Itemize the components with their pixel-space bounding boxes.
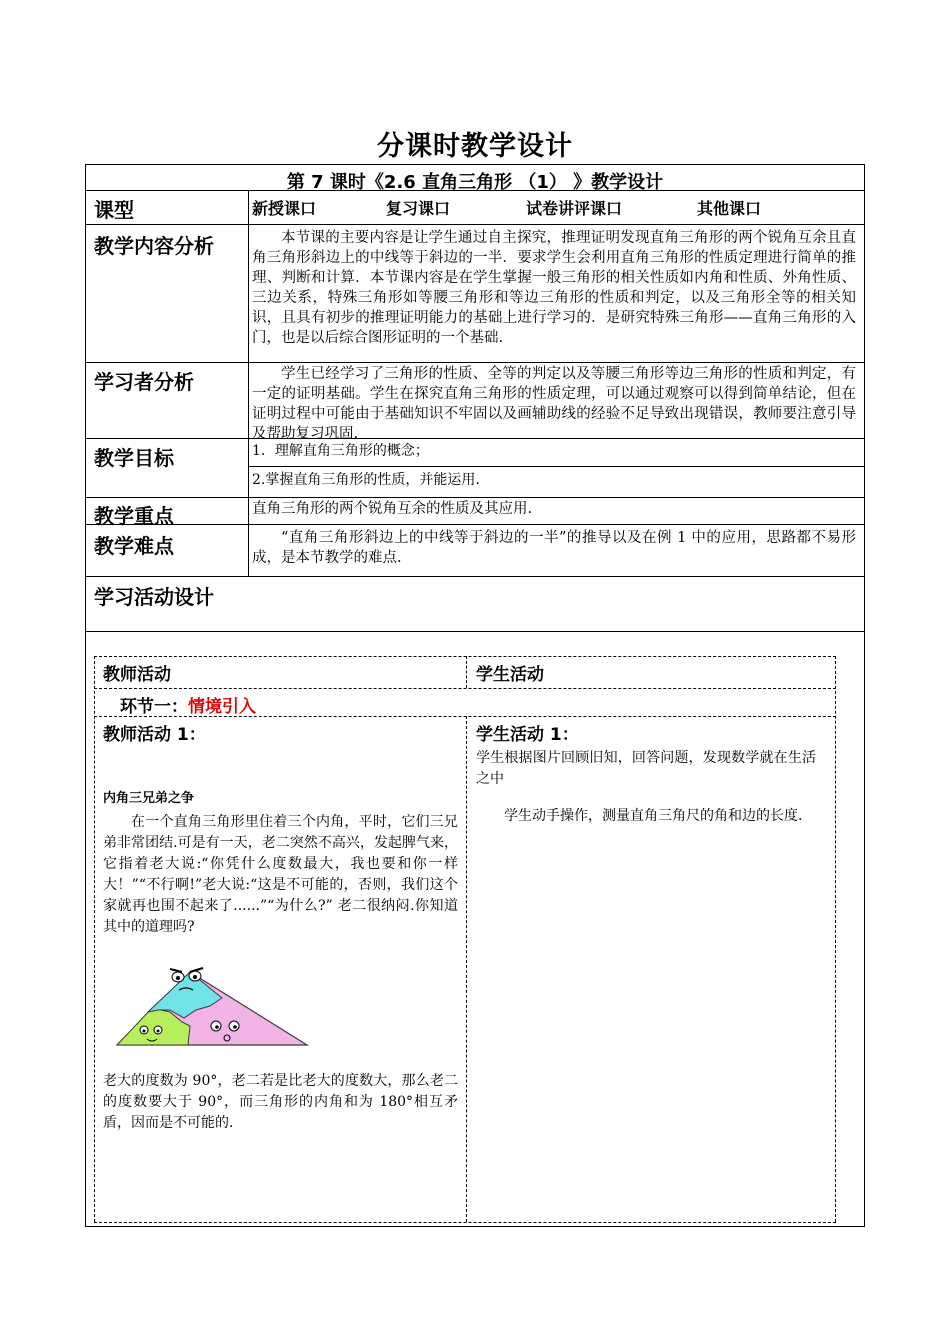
course-type-option-new: 新授课口 bbox=[252, 199, 317, 218]
section-heading bbox=[120, 692, 256, 717]
activity-table-line bbox=[94, 688, 836, 689]
student-text-2: 学生动手操作，测量直角三角尺的角和边的长度. bbox=[504, 808, 803, 824]
course-type-option-other: 其他课口 bbox=[697, 199, 762, 218]
pupil-icon bbox=[233, 1025, 237, 1029]
teacher-activity-1-title: 教师活动 1： bbox=[103, 725, 206, 745]
activity-table-border-left bbox=[94, 656, 95, 1222]
table-column-divider bbox=[248, 190, 249, 576]
student-activity-header: 学生活动 bbox=[476, 665, 544, 685]
table-line bbox=[85, 631, 865, 632]
course-type-label: 课型 bbox=[94, 198, 134, 222]
course-type-option-review: 复习课口 bbox=[386, 199, 451, 218]
section-prefix: 环节一： bbox=[120, 697, 188, 717]
teacher-activity-header: 教师活动 bbox=[103, 665, 171, 685]
table-line bbox=[85, 497, 865, 498]
page-title: 分课时教学设计 bbox=[377, 131, 573, 162]
table-line bbox=[248, 466, 865, 467]
difficulties-label: 教学难点 bbox=[94, 534, 174, 558]
story-title: 内角三兄弟之争 bbox=[103, 791, 195, 806]
lesson-title: 第 7 课时《2.6 直角三角形 （1） 》教学设计 bbox=[286, 172, 664, 193]
activity-table-border-top bbox=[94, 656, 836, 657]
pupil-icon bbox=[193, 975, 197, 979]
objective-item-2: 2.掌握直角三角形的性质，并能运用. bbox=[252, 472, 480, 488]
triangle-brothers-image bbox=[112, 960, 312, 1050]
student-activity-1-title: 学生活动 1： bbox=[476, 725, 579, 745]
key-points-label: 教学重点 bbox=[94, 504, 174, 528]
table-line bbox=[85, 524, 865, 525]
section-name: 情境引入 bbox=[188, 697, 256, 717]
learner-analysis-text: 学生已经学习了三角形的性质、全等的判定以及等腰三角形等边三角形的性质和判定，有一定的证明基础。学生在探究直角三角形的性质定理，可以通过观察可以得到简单结论，但在证明过程中可能由于基础知识不牢固以及画辅助线的经验不足导致出现错误，教师要注意引导及帮助复习巩固. bbox=[252, 366, 856, 442]
activity-table-divider bbox=[466, 656, 467, 688]
content-analysis-text: 本节课的主要内容是让学生通过自主探究，推理证明发现直角三角形的两个锐角互余且直角三角形斜边上的中线等于斜边的一半．要求学生会利用直角三角形的性质定理进行简单的推理、判断和计算．本节课内容是在学生掌握一般三角形的相关性质如内角和性质、外角性质、三边关系，特殊三角形如等腰三角形和等边三角形的性质和判定，以及三角形全等的相关知识，且具有初步的推理证明能力的基础上进行学习的．是研究特殊三角形——直角三角形的入门，也是以后综合图形证明的一个基础. bbox=[252, 230, 856, 346]
student-text-1: 学生根据图片回顾旧知，回答问题，发现数学就在生活之中 bbox=[476, 750, 816, 787]
pupil-icon bbox=[215, 1025, 219, 1029]
difficulties-text: “直角三角形斜边上的中线等于斜边的一半”的推导以及在例 1 中的应用，思路都不易形成，是本节教学的难点. bbox=[252, 530, 856, 566]
content-analysis-label: 教学内容分析 bbox=[94, 234, 214, 258]
activity-table-divider bbox=[466, 716, 467, 1222]
course-type-option-exam: 试卷讲评课口 bbox=[526, 199, 623, 218]
story-text: 在一个直角三角形里住着三个内角，平时，它们三兄弟非常团结.可是有一天，老二突然不高兴，发起脾气来，它指着老大说:“你凭什么度数最大，我也要和你一样大！”“不行啊!”老大说:“这是不可能的，否则，我们这个家就再也围不起来了......”“为什么?” 老二很纳闷.你知道其中的道理吗? bbox=[103, 814, 458, 935]
pupil-icon bbox=[157, 1030, 160, 1033]
learner-analysis-label: 学习者分析 bbox=[94, 370, 194, 394]
table-line bbox=[85, 224, 865, 225]
objectives-label: 教学目标 bbox=[94, 446, 174, 470]
activity-table-border-right bbox=[835, 656, 836, 1222]
answer-text: 老大的度数为 90°，老二若是比老大的度数大，那么老二的度数要大于 90°，而三角形的内角和为 180°相互矛盾，因而是不可能的. bbox=[103, 1073, 458, 1131]
table-border-right bbox=[864, 164, 865, 1226]
table-line bbox=[85, 362, 865, 363]
table-line bbox=[85, 576, 865, 577]
table-border-top bbox=[85, 164, 865, 165]
pupil-icon bbox=[176, 976, 180, 980]
table-border-bottom bbox=[85, 1226, 865, 1227]
activity-table-border-bottom bbox=[94, 1222, 836, 1223]
activity-design-label: 学习活动设计 bbox=[94, 585, 214, 609]
pupil-icon bbox=[143, 1030, 146, 1033]
table-border-left bbox=[85, 164, 86, 1226]
key-points-text: 直角三角形的两个锐角互余的性质及其应用. bbox=[252, 501, 533, 517]
objective-item-1: 1．理解直角三角形的概念； bbox=[252, 443, 429, 459]
